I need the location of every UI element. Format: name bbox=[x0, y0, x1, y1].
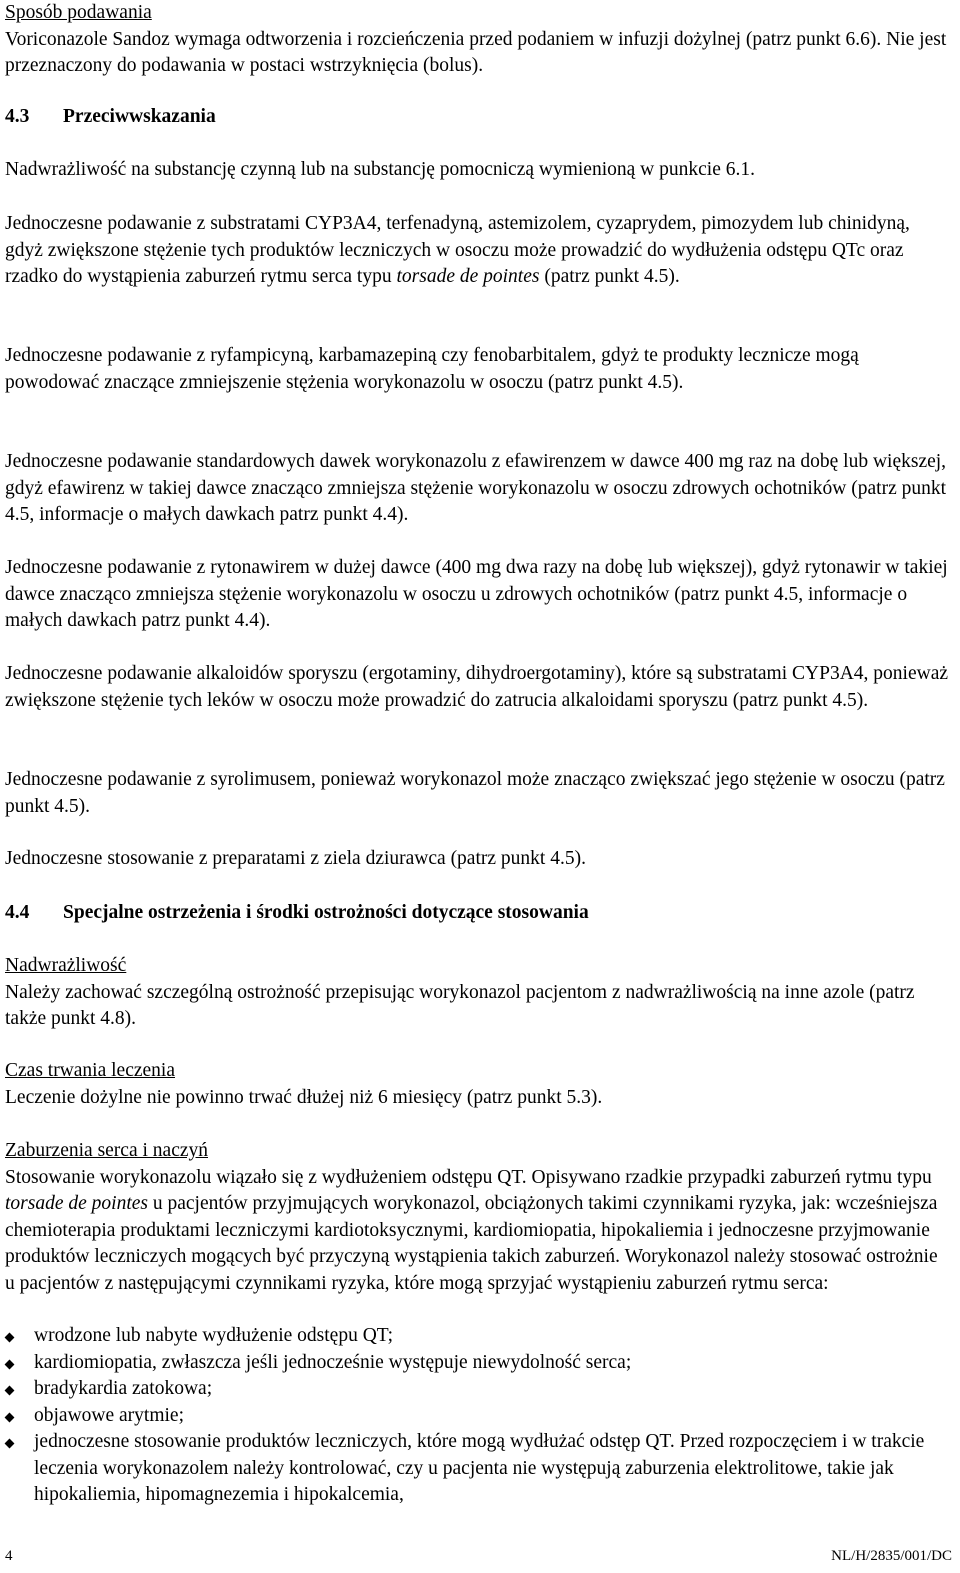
diamond-bullet-icon bbox=[5, 1333, 15, 1343]
list-item bbox=[5, 1323, 950, 1350]
list-item bbox=[5, 1350, 950, 1377]
subsection-heading-duration: Czas trwania leczenia bbox=[5, 1060, 175, 1081]
administration-section bbox=[5, 0, 950, 80]
diamond-bullet-icon bbox=[5, 1412, 15, 1422]
torsade-term: torsade de pointes bbox=[396, 266, 540, 287]
paragraph-cyp3a4-ref: (patrz punkt 4.5). bbox=[539, 266, 680, 287]
document-code: NL/H/2835/001/DC bbox=[831, 1548, 952, 1564]
paragraph-rifampicin: Jednoczesne podawanie z ryfampicyną, karbamazepiną czy fenobarbitalem, gdyż te produkty lecznicze mogą powodować znaczące zmniejszenie stężenia worykonazolu w osoczu (patrz punkt 4.5). bbox=[5, 345, 859, 393]
subsection-text-cardiac-cont: u pacjentów przyjmujących worykonazol, obciążonych takimi czynnikami ryzyka, jak: wcześniejsza chemioterapia produktami leczniczymi kardiotoksycznymi, kardiomiopatia, hipokaliemia i jednoczesne przyjmowanie produktów leczniczych mogących być przyczyną wystąpienia takich zaburzeń. Worykonazol należy stosować ostrożnie u pacjentów z następującymi czynnikami ryzyka, które mogą sprzyjać wystąpieniu zaburzeń rytmu serca: bbox=[5, 1193, 938, 1294]
administration-text: Voriconazole Sandoz wymaga odtworzenia i rozcieńczenia przed podaniem w infuzji dożylnej (patrz punkt 6.6). Nie jest przeznaczony do podawania w postaci wstrzyknięcia (bolus). bbox=[5, 28, 947, 76]
subsection-hypersensitivity bbox=[5, 953, 950, 1033]
diamond-bullet-icon bbox=[5, 1359, 15, 1369]
subsection-heading-cardiac: Zaburzenia serca i naczyń bbox=[5, 1140, 208, 1161]
subsection-text-duration: Leczenie dożylne nie powinno trwać dłużej niż 6 miesięcy (patrz punkt 5.3). bbox=[5, 1086, 603, 1108]
torsade-term: torsade de pointes bbox=[5, 1193, 148, 1214]
heading-4-4-title: Specjalne ostrzeżenia i środki ostrożności dotyczące stosowania bbox=[63, 902, 589, 923]
list-item bbox=[5, 1376, 950, 1403]
subsection-cardiac bbox=[5, 1138, 950, 1297]
paragraph-cyp3a4-text: Jednoczesne podawanie z substratami CYP3A4, terfenadyną, astemizolem, cyzaprydem, pimozydem lub chinidyną, gdyż zwiększone stężenie tych produktów leczniczych w osoczu może prowadzić do wydłużenia odstępu QTc oraz rzadko do wystąpienia zaburzeń rytmu serca typu bbox=[5, 213, 910, 287]
heading-4-4 bbox=[5, 900, 950, 927]
list-item-text: wrodzone lub nabyte wydłużenie odstępu QT; bbox=[34, 1325, 394, 1346]
subsection-heading-hypersensitivity: Nadwrażliwość bbox=[5, 955, 127, 976]
list-item-text: bradykardia zatokowa; bbox=[34, 1378, 213, 1399]
list-item-text: kardiomiopatia, zwłaszcza jeśli jednocześnie występuje niewydolność serca; bbox=[34, 1351, 632, 1373]
list-item bbox=[5, 1429, 950, 1509]
paragraph-st-johns-wort: Jednoczesne stosowanie z preparatami z ziela dziurawca (patrz punkt 4.5). bbox=[5, 848, 586, 869]
subsection-text-cardiac: Stosowanie worykonazolu wiązało się z wydłużeniem odstępu QT. Opisywano rzadkie przypadki zaburzeń rytmu typu bbox=[5, 1166, 932, 1188]
risk-factor-list bbox=[5, 1323, 950, 1509]
section-heading-administration: Sposób podawania bbox=[5, 2, 152, 23]
page-number: 4 bbox=[5, 1548, 13, 1564]
paragraph-efavirenz: Jednoczesne podawanie standardowych dawek worykonazolu z efawirenzem w dawce 400 mg raz na dobę lub większej, gdyż efawirenz w takiej dawce znacząco zmniejsza stężenie worykonazolu w osoczu zdrowych ochotników (patrz punkt 4.5, informacje o małych dawkach patrz punkt 4.4). bbox=[5, 451, 947, 525]
heading-4-3-title: Przeciwwskazania bbox=[63, 106, 216, 127]
subsection-text-hypersensitivity: Należy zachować szczególną ostrożność przepisując worykonazol pacjentom z nadwrażliwością na inne azole (patrz także punkt 4.8). bbox=[5, 981, 915, 1029]
paragraph-ergot-alkaloids: Jednoczesne podawanie alkaloidów sporyszu (ergotaminy, dihydroergotaminy), które są substratami CYP3A4, ponieważ zwiększone stężenie tych leków w osoczu może prowadzić do zatrucia alkaloidami sporyszu (patrz punkt 4.5). bbox=[5, 663, 948, 711]
heading-4-4-number: 4.4 bbox=[5, 902, 30, 923]
paragraph-cyp3a4 bbox=[5, 211, 950, 291]
heading-4-3 bbox=[5, 104, 950, 131]
list-item bbox=[5, 1403, 950, 1430]
diamond-bullet-icon bbox=[5, 1439, 15, 1449]
heading-4-3-number: 4.3 bbox=[5, 106, 30, 127]
list-item-text: objawowe arytmie; bbox=[34, 1404, 184, 1426]
paragraph-hypersensitivity: Nadwrażliwość na substancję czynną lub na substancję pomocniczą wymienioną w punkcie 6.1. bbox=[5, 159, 755, 180]
subsection-treatment-duration bbox=[5, 1058, 950, 1111]
list-item-text: jednoczesne stosowanie produktów leczniczych, które mogą wydłużać odstęp QT. Przed rozpoczęciem i w trakcie leczenia worykonazolem należy kontrolować, czy u pacjenta nie występują zaburzenia elektrolitowe, takie jak hipokaliemia, hipomagnezemia i hipokalcemia, bbox=[34, 1431, 925, 1505]
diamond-bullet-icon bbox=[5, 1386, 15, 1396]
paragraph-sirolimus: Jednoczesne podawanie z syrolimusem, ponieważ worykonazol może znacząco zwiększać jego stężenie w osoczu (patrz punkt 4.5). bbox=[5, 769, 945, 817]
paragraph-ritonavir: Jednoczesne podawanie z rytonawirem w dużej dawce (400 mg dwa razy na dobę lub większej), gdyż rytonawir w takiej dawce znacząco zmniejsza stężenie worykonazolu w osoczu u zdrowych ochotników (patrz punkt 4.5, informacje o małych dawkach patrz punkt 4.4). bbox=[5, 557, 948, 631]
